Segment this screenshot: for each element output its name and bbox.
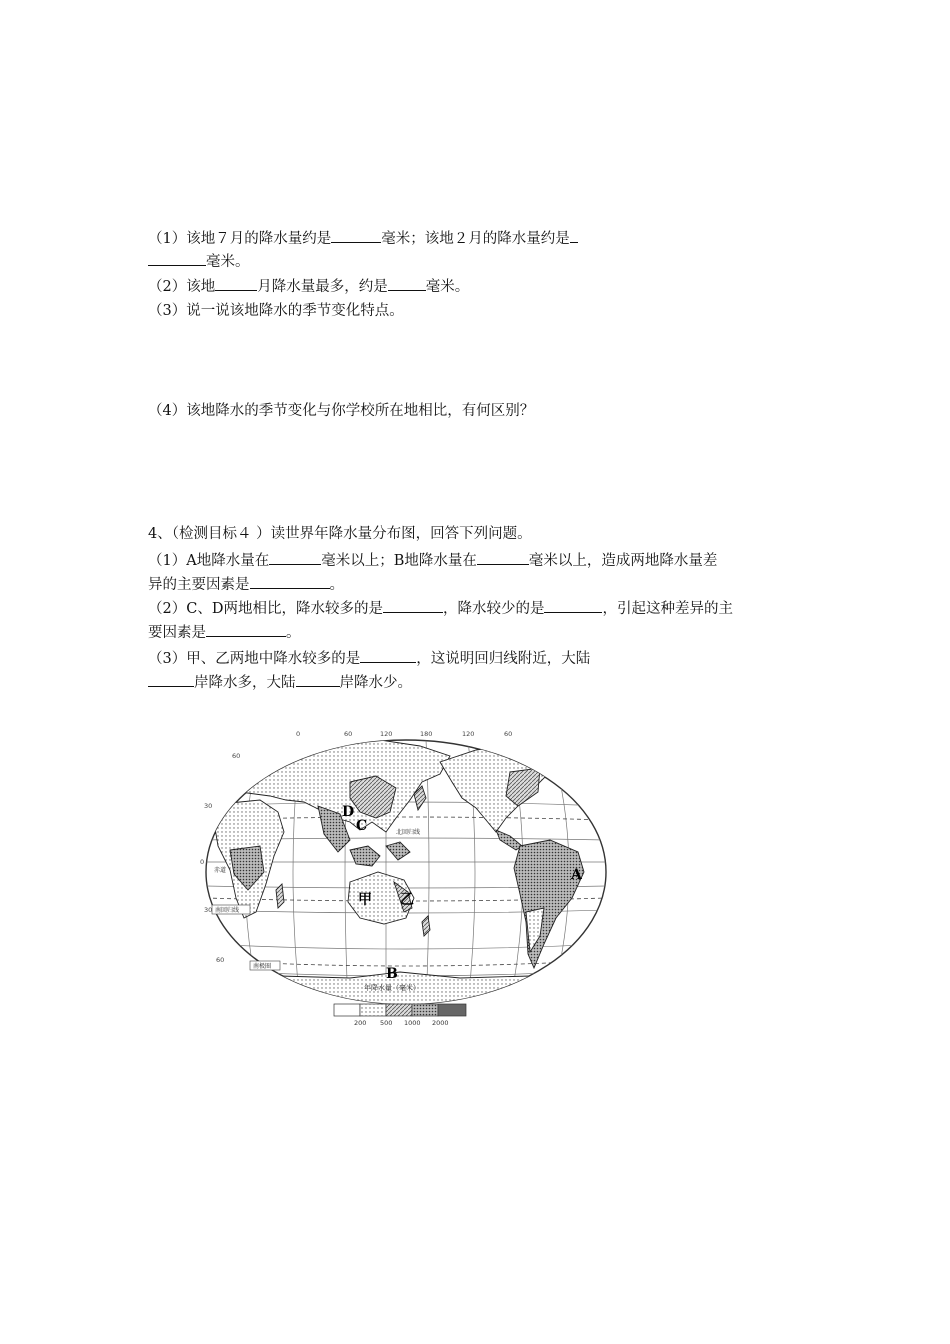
q3-p1-text-c: 毫米。	[206, 254, 250, 270]
q4-part2-line2	[148, 622, 301, 643]
lon-label: 60	[344, 730, 353, 738]
answer-blank[interactable]	[570, 228, 578, 243]
q4-part3-line2	[148, 672, 412, 693]
answer-blank[interactable]	[383, 598, 443, 613]
answer-blank[interactable]	[360, 648, 416, 663]
q4-p1-text-e: 。	[329, 577, 344, 593]
q3-part1-line2	[148, 251, 250, 272]
lon-label: 180	[420, 730, 433, 738]
q4-part1-line1	[148, 550, 717, 571]
q3-part3: （3）说一说该地降水的季节变化特点。	[148, 303, 404, 319]
legend-ticks	[354, 1019, 449, 1027]
answer-blank[interactable]	[250, 574, 330, 589]
lat-label: 60	[232, 752, 241, 760]
point-label-d: D	[342, 804, 355, 820]
q4-p1-text-b: 毫米以上；B地降水量在	[321, 553, 477, 569]
q4-part2-line1	[148, 598, 733, 619]
q4-p2-text-a: （2）C、D两地相比，降水较多的是	[148, 601, 383, 617]
q4-p2-text-c: ，引起这种差异的主	[602, 601, 733, 617]
q4-p3-text-a: （3）甲、乙两地中降水较多的是	[148, 651, 361, 667]
q4-p2-text-e: 。	[286, 625, 301, 641]
legend-tick: 2000	[432, 1019, 449, 1027]
legend-tick: 200	[354, 1019, 367, 1027]
answer-blank[interactable]	[544, 598, 602, 613]
q3-p1-text-a: （1）该地７月的降水量约是	[148, 231, 332, 247]
q4-p3-text-b: ，这说明回归线附近，大陆	[416, 651, 591, 667]
q4-p1-text-a: （1）A地降水量在	[148, 553, 270, 569]
legend-title: 年降水量（毫米）	[364, 984, 420, 992]
q3-part4: （4）该地降水的季节变化与你学校所在地相比，有何区别？	[148, 403, 535, 419]
q4-p1-text-d: 异的主要因素是	[148, 577, 250, 593]
answer-blank[interactable]	[148, 672, 194, 687]
answer-blank[interactable]	[477, 550, 529, 565]
q4-p2-text-d: 要因素是	[148, 625, 206, 641]
q4-part1-line2	[148, 574, 344, 595]
q4-p2-text-b: ，降水较少的是	[442, 601, 545, 617]
q4-p3-text-c: 岸降水多，大陆	[194, 675, 296, 691]
answer-blank[interactable]	[331, 228, 381, 243]
lat-label: 60	[216, 956, 225, 964]
lon-label: 60	[504, 730, 513, 738]
point-label-c: C	[356, 818, 368, 834]
point-label-jia: 甲	[358, 892, 372, 908]
legend-tick: 1000	[404, 1019, 421, 1027]
answer-blank[interactable]	[215, 276, 257, 291]
lon-label: 120	[462, 730, 475, 738]
world-precipitation-map	[200, 722, 612, 1030]
q3-p2-text-b: 月降水量最多，约是	[257, 279, 388, 295]
point-label-a: A	[571, 867, 582, 883]
antarctic-circle-label: 南极圈	[253, 963, 272, 970]
point-label-b: B	[386, 966, 398, 982]
tropic-south-label: 南回归线	[215, 907, 240, 914]
q3-p2-text-a: （2）该地	[148, 279, 216, 295]
lat-label: 0	[200, 858, 205, 866]
q3-p1-text-b: 毫米；该地２月的降水量约是	[381, 231, 570, 247]
q4-title: 4、（检测目标４ ）读世界年降水量分布图，回答下列问题。	[148, 526, 532, 542]
q3-part2	[148, 276, 469, 297]
lon-label: 0	[296, 730, 301, 738]
tropic-north-label: 北回归线	[396, 829, 421, 836]
q4-p3-text-d: 岸降水少。	[339, 675, 412, 691]
q3-part1-line1	[148, 228, 578, 249]
point-label-yi: 乙	[400, 892, 414, 908]
lat-label: 30	[204, 906, 213, 914]
map-svg	[200, 722, 612, 1030]
answer-blank[interactable]	[148, 251, 206, 266]
q4-part3-line1	[148, 648, 590, 669]
equator-label: 赤道	[214, 867, 227, 874]
lon-label: 120	[380, 730, 393, 738]
answer-blank[interactable]	[388, 276, 426, 291]
precipitation-legend	[334, 1004, 466, 1016]
answer-blank[interactable]	[206, 622, 286, 637]
answer-blank[interactable]	[269, 550, 321, 565]
answer-blank[interactable]	[296, 672, 340, 687]
q3-p2-text-c: 毫米。	[425, 279, 470, 295]
q4-p1-text-c: 毫米以上，造成两地降水量差	[528, 553, 718, 569]
legend-tick: 500	[380, 1019, 393, 1027]
lat-label: 30	[204, 802, 213, 810]
